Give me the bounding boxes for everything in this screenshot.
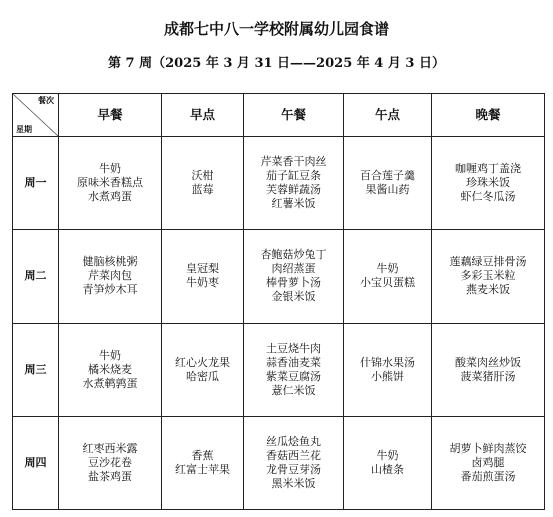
menu-item: 橘米烧麦 (88, 362, 132, 376)
menu-cell-breakfast (59, 230, 162, 323)
menu-item: 黑米米饭 (271, 476, 316, 490)
day-label: 周三 (13, 323, 59, 416)
table-row (13, 416, 545, 509)
menu-item: 豆沙花卷 (88, 455, 132, 469)
header-breakfast: 早餐 (59, 94, 162, 137)
header-morning-snack: 早点 (162, 94, 244, 137)
menu-item: 蓝莓 (191, 183, 214, 197)
menu-cell-morning-snack (162, 230, 244, 323)
header-lunch: 午餐 (244, 94, 344, 137)
header-dinner: 晚餐 (432, 94, 545, 137)
menu-item: 红富士苹果 (175, 462, 230, 476)
menu-item: 杏鲍菇炒兔丁 (260, 248, 327, 262)
menu-table (12, 93, 545, 510)
menu-item: 香蕉 (191, 448, 214, 462)
menu-cell-lunch (244, 230, 344, 323)
menu-item: 番茄煎蛋汤 (460, 469, 516, 483)
menu-item: 紫菜豆腐汤 (266, 369, 321, 383)
menu-item: 芹菜香干肉丝 (260, 155, 327, 169)
menu-item: 山楂条 (371, 462, 404, 476)
header-afternoon-snack: 午点 (344, 94, 432, 137)
menu-item: 肉绍蒸蛋 (271, 262, 316, 276)
menu-cell-dinner (432, 137, 545, 230)
menu-cell-morning-snack (162, 137, 244, 230)
day-label: 周一 (13, 137, 59, 230)
menu-item: 多彩玉米粒 (460, 269, 516, 283)
menu-item: 丝瓜烩鱼丸 (266, 434, 321, 448)
header-row (13, 94, 545, 137)
menu-cell-afternoon-snack (344, 416, 432, 509)
week-subtitle: 第 7 周（2025 年 3 月 31 日——2025 年 4 月 3 日） (108, 56, 445, 71)
menu-cell-morning-snack (162, 323, 244, 416)
menu-item: 青笋炒木耳 (82, 283, 138, 297)
menu-cell-breakfast (59, 323, 162, 416)
menu-item: 皇冠梨 (186, 262, 219, 276)
corner-day-label: 星期 (16, 125, 32, 134)
menu-item: 菠菜猪肝汤 (460, 369, 516, 383)
menu-item: 牛奶 (99, 348, 121, 362)
menu-item: 卤鸡腿 (471, 455, 505, 469)
menu-cell-afternoon-snack (344, 230, 432, 323)
table-row (13, 323, 545, 416)
menu-item: 水煮鹌鹑蛋 (82, 376, 138, 390)
menu-item: 香菇西兰花 (266, 448, 321, 462)
menu-item: 芹菜肉包 (88, 269, 132, 283)
menu-item: 百合莲子羹 (360, 169, 415, 183)
menu-cell-lunch (244, 323, 344, 416)
menu-item: 莲藕绿豆排骨汤 (449, 255, 527, 269)
menu-cell-morning-snack (162, 416, 244, 509)
menu-item: 酸菜肉丝炒饭 (455, 355, 521, 369)
menu-item: 茄子缸豆条 (266, 169, 321, 183)
menu-item: 龙骨豆芽汤 (266, 462, 321, 476)
page-title: 成都七中八一学校附属幼儿园食谱 (163, 20, 389, 38)
menu-cell-breakfast (59, 416, 162, 509)
menu-item: 红心火龙果 (175, 355, 230, 369)
menu-item: 牛奶 (99, 162, 121, 176)
table-row (13, 230, 545, 323)
day-label: 周四 (13, 416, 59, 509)
menu-cell-afternoon-snack (344, 323, 432, 416)
menu-item: 健脑核桃粥 (82, 255, 138, 269)
menu-cell-lunch (244, 416, 344, 509)
menu-body (13, 137, 545, 510)
menu-item: 棒骨萝卜汤 (266, 276, 321, 290)
menu-item: 胡萝卜鲜肉蒸饺 (449, 441, 527, 455)
menu-item: 牛奶 (376, 262, 399, 276)
menu-item: 蒜香油麦菜 (266, 355, 321, 369)
menu-item: 薏仁米饭 (271, 383, 316, 397)
table-row (13, 137, 545, 230)
menu-item: 燕麦米饭 (466, 283, 510, 297)
menu-cell-breakfast (59, 137, 162, 230)
menu-item: 牛奶枣 (186, 276, 219, 290)
day-label: 周二 (13, 230, 59, 323)
menu-cell-afternoon-snack (344, 137, 432, 230)
menu-item: 牛奶 (376, 448, 399, 462)
menu-item: 哈密瓜 (186, 369, 219, 383)
menu-item: 小宝贝蛋糕 (360, 276, 415, 290)
menu-cell-dinner (432, 230, 545, 323)
menu-cell-dinner (432, 323, 545, 416)
menu-item: 盐茶鸡蛋 (88, 469, 132, 483)
corner-cell (13, 94, 59, 137)
menu-cell-dinner (432, 416, 545, 509)
menu-item: 芙蓉鲜蔬汤 (266, 183, 321, 197)
menu-item: 小熊饼 (371, 369, 404, 383)
menu-item: 红薯米饭 (271, 197, 316, 211)
menu-item: 红枣西米露 (82, 441, 138, 455)
menu-item: 咖喱鸡丁盖浇 (455, 162, 521, 176)
menu-cell-lunch (244, 137, 344, 230)
menu-item: 原味米香糕点 (77, 176, 143, 190)
menu-item: 什锦水果汤 (360, 355, 415, 369)
corner-meal-label: 餐次 (38, 96, 54, 105)
menu-item: 虾仁冬瓜汤 (460, 190, 516, 204)
menu-item: 果酱山药 (365, 183, 410, 197)
menu-item: 珍珠米饭 (466, 176, 510, 190)
menu-item: 沃柑 (191, 169, 214, 183)
menu-item: 金银米饭 (271, 290, 316, 304)
menu-item: 水煮鸡蛋 (88, 190, 132, 204)
menu-item: 土豆烧牛肉 (266, 341, 321, 355)
